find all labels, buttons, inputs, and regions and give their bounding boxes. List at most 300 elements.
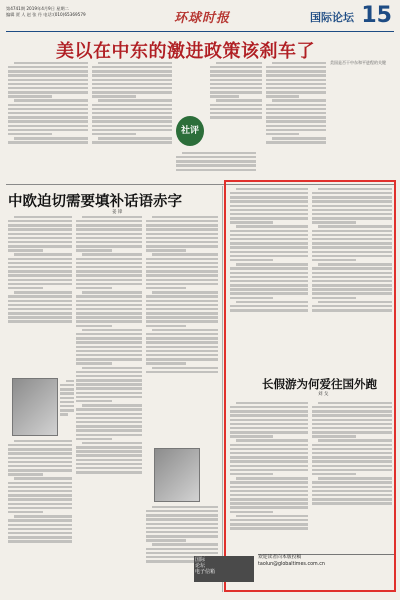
text-line [182,152,256,154]
text-line [8,120,88,122]
text-line [8,241,72,243]
text-line [230,192,308,194]
text-line [230,213,308,215]
text-line [230,456,308,458]
text-line [210,66,262,68]
text-line [14,216,72,218]
text-line [318,188,392,190]
text-line [8,465,72,467]
text-line [8,116,88,118]
text-line [92,104,172,106]
text-line [76,350,142,352]
article2-column-2 [76,214,142,588]
footer-logo-line-2: 论坛 [195,563,206,569]
article2-column-3 [146,214,218,444]
text-line [312,196,392,198]
text-line [76,341,142,343]
text-line [312,444,392,446]
text-line [236,515,308,517]
text-line [76,316,142,318]
text-line [312,427,392,429]
text-line [312,209,392,211]
text-line [312,284,392,286]
text-line [8,95,52,97]
text-line [146,337,218,339]
text-line [8,125,88,127]
text-line [318,477,392,479]
text-line [230,435,273,437]
text-line [312,456,392,458]
article-photo [154,448,200,502]
article1-column-2 [92,60,172,180]
text-line [210,95,239,97]
text-line [312,481,392,483]
text-line [82,216,142,218]
text-line [272,99,326,101]
text-line [8,308,72,310]
text-line [76,434,142,436]
text-line [236,225,308,227]
text-line [318,263,392,265]
text-line [230,519,308,521]
text-line [146,228,218,230]
text-line [76,283,142,285]
text-line [76,325,112,327]
text-line [230,460,308,462]
text-line [146,527,218,529]
text-line [230,205,308,207]
text-line [76,417,142,419]
text-line [146,362,186,364]
text-line [14,515,72,517]
text-line [76,375,142,377]
text-line [8,283,72,285]
text-line [230,242,308,244]
text-line [60,388,74,390]
text-line [266,70,326,72]
text-line [312,410,392,412]
text-line [176,164,256,166]
text-line [230,196,308,198]
text-line [230,452,308,454]
text-line [312,230,392,232]
text-line [152,543,218,545]
text-line [8,300,72,302]
photo-caption [60,378,74,434]
text-line [14,62,88,64]
text-line [8,536,72,538]
text-line [266,74,326,76]
text-line [146,295,218,297]
text-line [92,112,172,114]
text-line [8,224,72,226]
text-line [230,288,308,290]
text-line [60,401,74,403]
text-line [8,79,88,81]
text-line [8,245,72,247]
text-line [8,511,43,513]
text-line [8,486,72,488]
text-line [8,519,72,521]
footer-logo-line-1: 国际 [195,557,206,563]
text-line [312,297,356,299]
text-line [230,272,308,274]
article1-sidebar-note: 美国是否干中东和平进程的关键 [330,60,386,65]
text-line [146,266,218,268]
text-line [146,325,186,327]
text-line [8,490,72,492]
text-line [146,258,218,260]
text-line [230,209,308,211]
text-line [230,486,308,488]
text-line [230,506,308,508]
text-line [146,304,218,306]
text-line [76,220,142,222]
text-line [82,291,142,293]
text-line [8,70,88,72]
text-line [82,442,142,444]
text-line [146,539,186,541]
text-line [76,383,142,385]
article3-column-1 [230,186,308,371]
text-line [92,83,172,85]
text-line [230,419,308,421]
text-line [146,220,218,222]
text-line [8,262,72,264]
text-line [92,79,172,81]
text-line [8,540,72,542]
text-line [230,490,308,492]
text-line [8,287,43,289]
text-line [146,518,218,520]
text-line [146,245,218,247]
text-line [236,301,308,303]
text-line [210,91,262,93]
text-line [230,292,308,294]
text-line [76,333,142,335]
text-line [210,79,262,81]
text-line [230,217,308,219]
footer-note: 欢迎读者向本版投稿 [258,555,302,560]
text-line [146,350,218,352]
text-line [8,457,72,459]
text-line [76,300,142,302]
text-line [76,450,142,452]
text-line [152,253,218,255]
text-line [76,346,142,348]
text-line [76,258,142,260]
text-line [8,228,72,230]
text-line [76,237,142,239]
masthead-info [6,6,86,18]
article1-column-4 [210,60,262,148]
text-line [14,291,72,293]
text-line [8,312,72,314]
text-line [14,477,72,479]
text-line [230,423,308,425]
text-line [8,494,72,496]
text-line [14,99,88,101]
text-line [76,245,142,247]
section-title: 国际论坛 [310,11,354,24]
text-line [210,104,262,106]
text-line [230,280,308,282]
text-line [318,225,392,227]
text-line [312,205,392,207]
text-line [8,108,88,110]
text-line [98,137,172,139]
text-line [230,494,308,496]
text-line [76,270,142,272]
text-line [8,133,52,135]
text-line [230,246,308,248]
text-line [176,156,256,158]
text-line [8,528,72,530]
text-line [230,238,308,240]
text-line [312,255,392,257]
text-line [312,288,392,290]
text-line [8,112,88,114]
text-line [318,301,392,303]
text-line [146,320,218,322]
text-line [312,200,392,202]
text-line [230,259,273,261]
text-line [312,242,392,244]
text-line [8,473,43,475]
text-line [76,387,142,389]
text-line [230,481,308,483]
text-line [230,251,308,253]
text-line [210,83,262,85]
text-line [236,477,308,479]
text-line [82,329,142,331]
text-line [312,309,392,311]
text-line [236,402,308,404]
text-line [76,320,142,322]
text-line [230,465,308,467]
editor-line: 编辑 贾 人 赵 张 丹 电话:(010)65369579 [6,12,86,17]
text-line [146,316,218,318]
text-line [312,465,392,467]
article3-column-4 [312,400,392,550]
text-line [146,371,218,373]
text-line [266,116,326,118]
text-line [312,238,392,240]
text-line [230,234,308,236]
text-line [216,99,262,101]
text-line [312,435,356,437]
text-line [312,469,392,471]
forum-mailbox-logo [194,556,254,582]
text-line [312,460,392,462]
text-line [8,258,72,260]
text-line [92,87,172,89]
text-line [312,406,392,408]
text-line [76,249,112,251]
text-line [14,253,72,255]
text-line [8,129,88,131]
article3-headline: 长假游为何爱往国外跑 [262,377,377,391]
text-line [146,354,218,356]
footer-email[interactable]: taolun@globaltimes.com.cn [258,561,325,567]
text-line [146,270,218,272]
text-line [76,438,112,440]
text-line [76,279,142,281]
text-line [272,137,326,139]
text-line [146,308,218,310]
text-line [266,104,326,106]
text-line [146,274,218,276]
text-line [8,469,72,471]
text-line [146,262,218,264]
column-divider [222,186,223,592]
text-line [76,429,142,431]
text-line [8,220,72,222]
text-line [82,404,142,406]
text-line [266,87,326,89]
text-line [230,431,308,433]
text-line [230,502,308,504]
text-line [266,66,326,68]
text-line [230,309,308,311]
text-line [312,498,392,500]
text-line [8,503,72,505]
text-line [312,246,392,248]
text-line [76,262,142,264]
text-line [266,125,326,127]
text-line [312,267,392,269]
text-line [230,406,308,408]
text-line [76,362,112,364]
text-line [8,532,72,534]
text-line [216,62,262,64]
text-line [176,160,256,162]
text-line [236,439,308,441]
text-line [210,108,262,110]
text-line [266,133,299,135]
text-line [312,431,392,433]
text-line [8,91,88,93]
editorial-badge: 社评 [176,116,204,146]
text-line [8,482,72,484]
text-line [146,237,218,239]
text-line [312,486,392,488]
text-line [152,506,218,508]
text-line [98,99,172,101]
text-line [82,253,142,255]
text-line [152,329,218,331]
text-line [76,354,142,356]
text-line [76,459,142,461]
text-line [312,217,392,219]
text-line [152,291,218,293]
text-line [76,400,112,402]
text-line [146,300,218,302]
text-line [146,552,218,554]
text-line [230,473,273,475]
text-line [8,141,88,143]
text-line [8,498,72,500]
text-line [312,414,392,416]
text-line [8,304,72,306]
text-line [8,295,72,297]
text-line [76,312,142,314]
masthead [6,4,394,34]
text-line [312,423,392,425]
text-line [230,523,308,525]
text-line [266,95,299,97]
text-line [8,270,72,272]
text-line [146,346,218,348]
text-line [76,241,142,243]
text-line [76,425,142,427]
text-line [60,392,74,394]
text-line [146,514,218,516]
text-line [230,427,308,429]
text-line [230,498,308,500]
text-line [92,91,172,93]
text-line [230,230,308,232]
article3-column-2 [312,186,392,371]
text-line [76,396,142,398]
text-line [8,452,72,454]
text-line [266,83,326,85]
text-line [312,276,392,278]
text-line [8,320,72,322]
article2-byline: 姜 锋 [112,210,123,215]
text-line [312,221,356,223]
text-line [76,266,142,268]
text-line [8,66,88,68]
text-line [312,490,392,492]
text-line [8,249,43,251]
text-line [146,531,218,533]
text-line [76,413,142,415]
text-line [176,169,256,171]
text-line [210,74,262,76]
text-line [312,494,392,496]
text-line [8,448,72,450]
text-line [146,233,218,235]
article1-column-1 [8,60,88,180]
text-line [312,192,392,194]
text-line [146,224,218,226]
text-line [210,116,262,118]
text-line [146,358,218,360]
text-line [76,304,142,306]
text-line [312,292,392,294]
text-line [312,473,356,475]
text-line [146,287,186,289]
text-line [8,274,72,276]
text-line [152,367,218,369]
text-line [230,414,308,416]
text-line [76,421,142,423]
text-line [98,62,172,64]
text-line [230,305,308,307]
text-line [312,272,392,274]
article3-byline: 刘 戈 [318,392,329,397]
newspaper-logo: 环球时报 [174,11,231,26]
text-line [146,312,218,314]
text-line [312,452,392,454]
text-line [76,337,142,339]
article1-column-5 [266,60,326,180]
text-line [266,120,326,122]
text-line [76,408,142,410]
text-line [146,341,218,343]
text-line [76,379,142,381]
